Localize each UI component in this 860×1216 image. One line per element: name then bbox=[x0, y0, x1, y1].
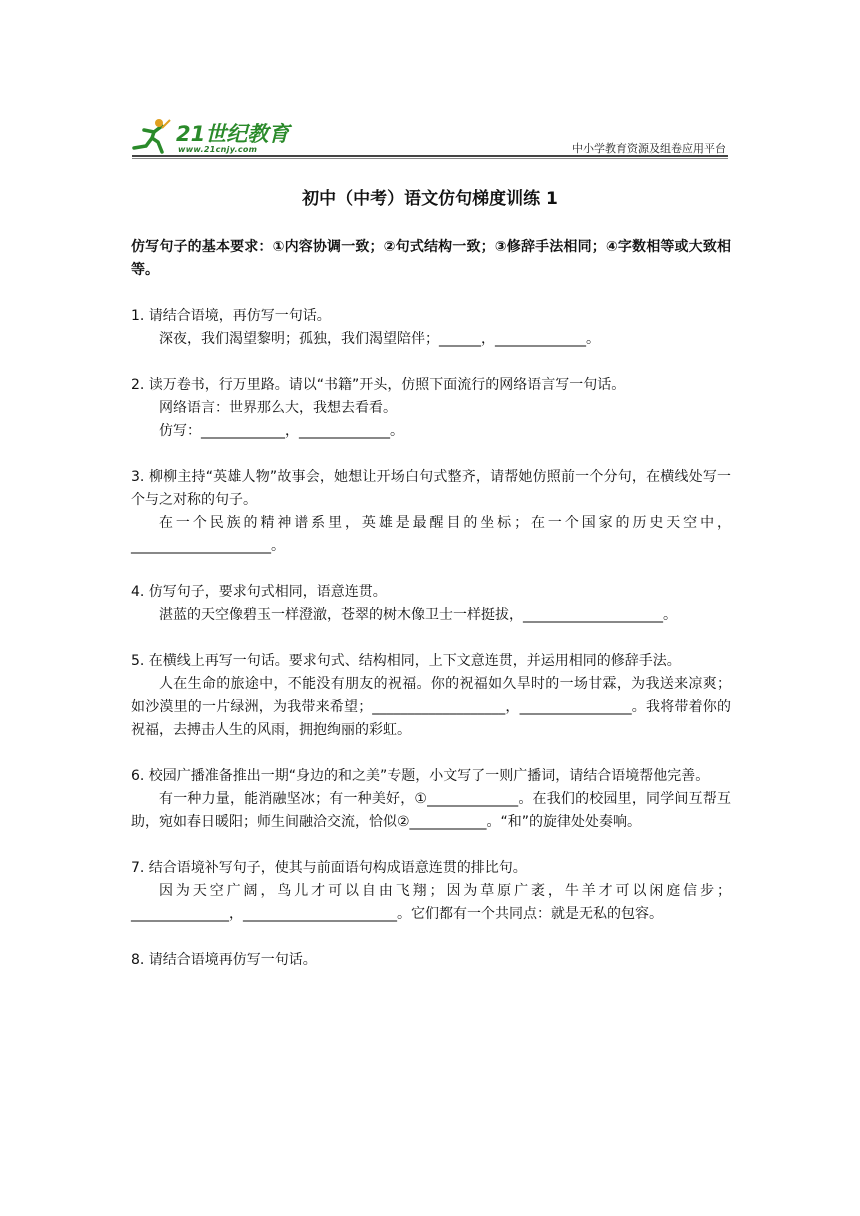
header-tagline: 中小学教育资源及组卷应用平台 bbox=[572, 142, 726, 155]
page-title: 初中（中考）语文仿句梯度训练 1 bbox=[302, 189, 558, 209]
question-line: 人在生命的旅途中，不能没有朋友的祝福。你的祝福如久旱时的一场甘霖，为我送来凉爽；如沙漠里的一片绿洲，为我带来希望；___________________，________________。我将带着你的祝福，去搏击人生的风雨，拥抱绚丽的彩虹。 bbox=[131, 676, 731, 738]
question-item bbox=[131, 857, 731, 926]
logo-text: 21世纪教育 bbox=[176, 122, 290, 146]
question-line: 在一个民族的精神谱系里，英雄是最醒目的坐标；在一个国家的历史天空中，____________________。 bbox=[131, 515, 731, 554]
logo bbox=[132, 112, 292, 158]
question-prompt: 1. 请结合语境，再仿写一句话。 bbox=[131, 308, 331, 324]
question-line: 有一种力量，能消融坚冰；有一种美好，①_____________。在我们的校园里，同学间互帮互助，宛如春日暖阳；师生间融洽交流，恰似②___________。“和”的旋律处处奏响。 bbox=[131, 791, 731, 830]
question-prompt: 2. 读万卷书，行万里路。请以“书籍”开头，仿照下面流行的网络语言写一句话。 bbox=[131, 377, 626, 393]
question-list bbox=[131, 305, 731, 972]
page-header bbox=[132, 112, 728, 158]
header-divider bbox=[132, 155, 728, 157]
question-item bbox=[131, 374, 731, 443]
logo-url: www.21cnjy.com bbox=[178, 145, 258, 154]
question-line: 仿写：____________，_____________。 bbox=[159, 423, 404, 439]
question-item bbox=[131, 650, 731, 742]
question-prompt: 5. 在横线上再写一句话。要求句式、结构相同，上下文意连贯，并运用相同的修辞手法。 bbox=[131, 653, 681, 669]
question-item bbox=[131, 305, 731, 351]
question-item bbox=[131, 949, 731, 972]
question-line: 因为天空广阔，鸟儿才可以自由飞翔；因为草原广袤，牛羊才可以闲庭信步；______________，______________________。它们都有一个共同点：就是无私的包容。 bbox=[131, 883, 731, 922]
question-line: 湛蓝的天空像碧玉一样澄澈，苍翠的树木像卫士一样挺拔，____________________。 bbox=[159, 607, 677, 623]
requirements-text: 仿写句子的基本要求：①内容协调一致；②句式结构一致；③修辞手法相同；④字数相等或大致相等。 bbox=[131, 239, 731, 278]
header-divider-thin bbox=[132, 158, 728, 159]
question-item bbox=[131, 581, 731, 627]
question-prompt: 8. 请结合语境再仿写一句话。 bbox=[131, 952, 317, 968]
question-prompt: 3. 柳柳主持“英雄人物”故事会，她想让开场白句式整齐，请帮她仿照前一个分句，在横线处写一个与之对称的句子。 bbox=[131, 469, 731, 508]
document-body bbox=[131, 236, 731, 995]
question-item bbox=[131, 765, 731, 834]
runner-logo-icon bbox=[132, 118, 172, 154]
question-line: 深夜，我们渴望黎明；孤独，我们渴望陪伴；______，_____________。 bbox=[159, 331, 600, 347]
question-item bbox=[131, 466, 731, 558]
question-prompt: 6. 校园广播准备推出一期“身边的和之美”专题，小文写了一则广播词，请结合语境帮他完善。 bbox=[131, 768, 710, 784]
question-prompt: 7. 结合语境补写句子，使其与前面语句构成语意连贯的排比句。 bbox=[131, 860, 527, 876]
question-line: 网络语言：世界那么大，我想去看看。 bbox=[159, 400, 397, 416]
question-prompt: 4. 仿写句子，要求句式相同，语意连贯。 bbox=[131, 584, 387, 600]
